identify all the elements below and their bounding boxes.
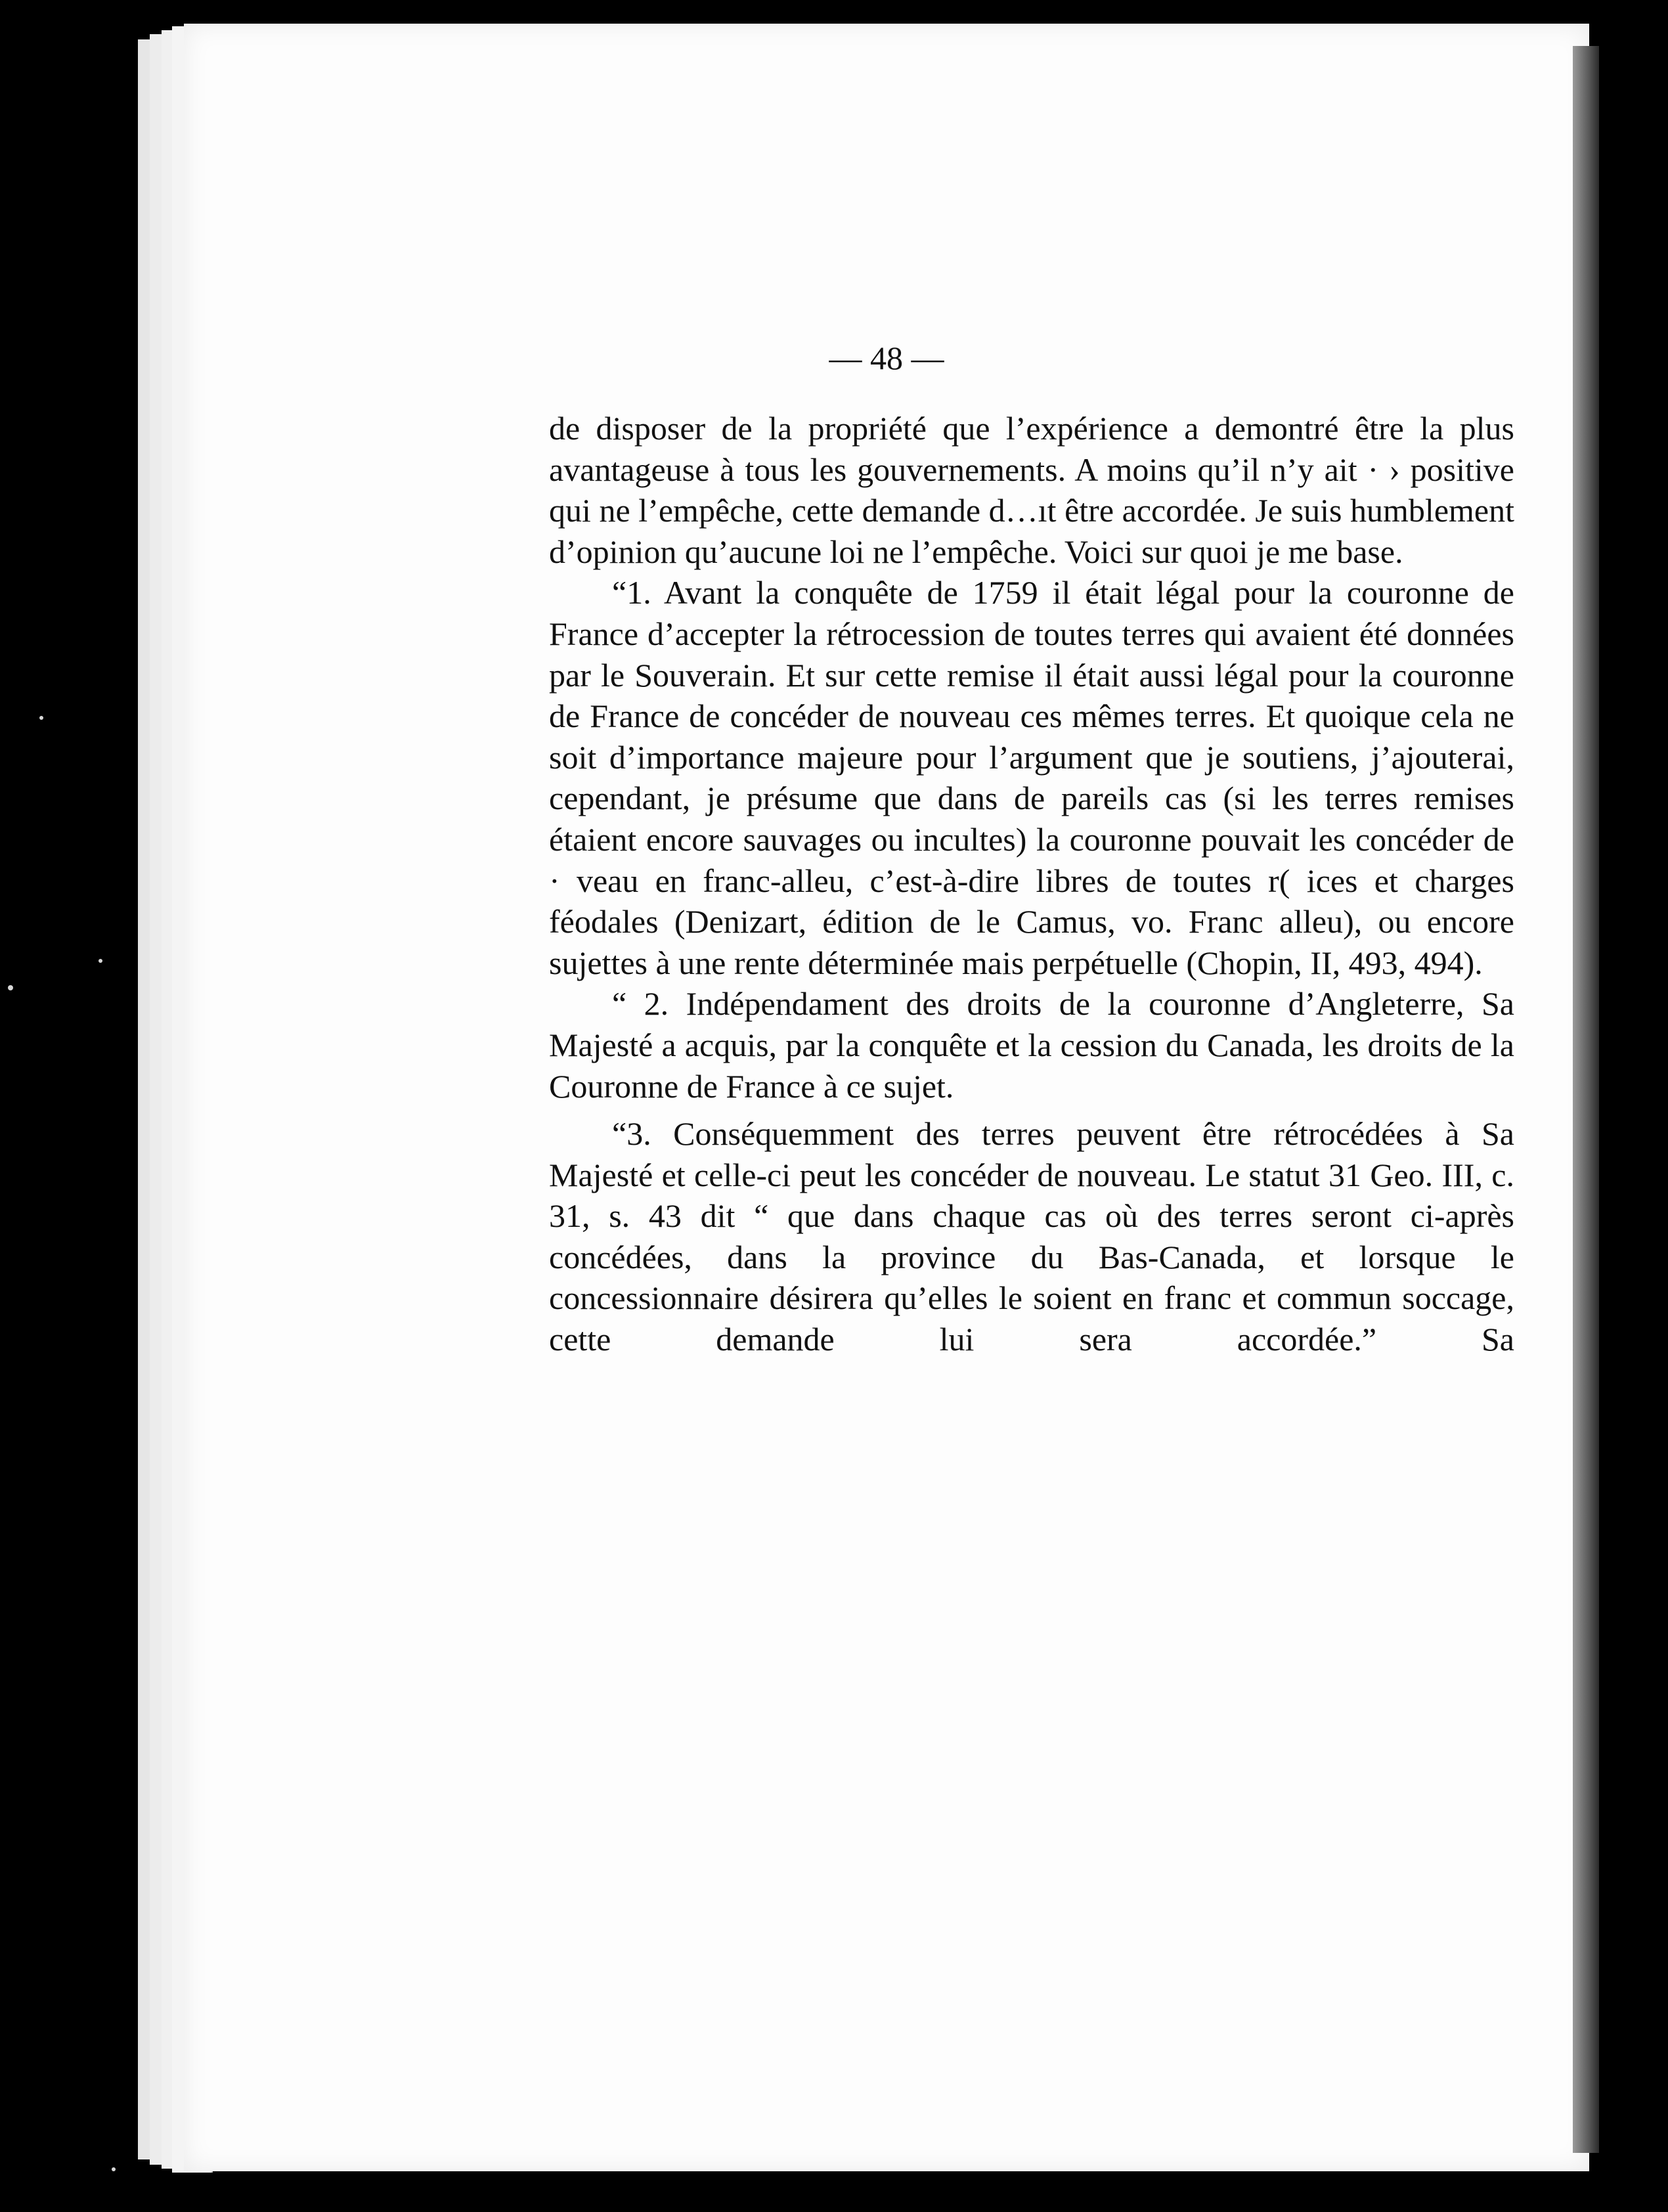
paragraph-point-3: “3. Conséquemment des terres peuvent être rétrocédées à Sa Majesté et celle-ci peut les concéder de nouveau. Le statut 31 Geo. III, c. 31, s. 43 dit “ que dans chaque cas où des terres seront ci-après concédées, dans la province du Bas-Canada, et lorsque le concessionnaire désirera qu’elles le soient en franc et commun soccage, cette demande lui sera accordée.” Sa [549,1115,1514,1358]
scan-speck [112,2167,116,2171]
scan-speck [8,985,13,990]
paragraph-point-2: “ 2. Indépendament des droits de la couronne d’Angleterre, Sa Majesté a acquis, par la conquête et la cession du Canada, les droits de la Couronne de France à ce sujet. [549,985,1514,1105]
scan-speck [39,716,43,720]
book-page [184,24,1589,2171]
paragraph-point-1: “1. Avant la conquête de 1759 il était légal pour la couronne de France d’accepter la rétrocession de toutes terres qui avaient été données par le Souverain. Et sur cette remise il était aussi légal pour la couronne de France de concéder de nouveau ces mêmes terres. Et quoique cela ne soit d’importance majeure pour l’argument que je soutiens, j’ajouterai, cependant, je présume que dans de pareils cas (si les terres remises étaient encore sauvages ou incultes) la couronne pouvait les concéder de · veau en franc-alleu, c’est-à-dire libres de toutes r( ices et charges féodales (Denizart, édition de le Camus, vo. Franc alleu), ou encore sujettes à une rente déterminée mais perpétuelle (Chopin, II, 493, 494). [549,574,1514,981]
page-gutter-shadow [1573,46,1599,2153]
paragraph-continuation: de disposer de la propriété que l’expérience a demontré être la plus avantageuse à tous les gouvernements. A moins qu’il n’y ait · › positive qui ne l’empêche, cette demande d…ıt être accordée. Je suis humblement d’opinion qu’aucune loi ne l’empêche. Voici sur quoi je me base. [549,410,1514,570]
body-text [549,408,1514,1360]
page-number: — 48 — [829,340,944,376]
scan-speck [99,959,102,963]
